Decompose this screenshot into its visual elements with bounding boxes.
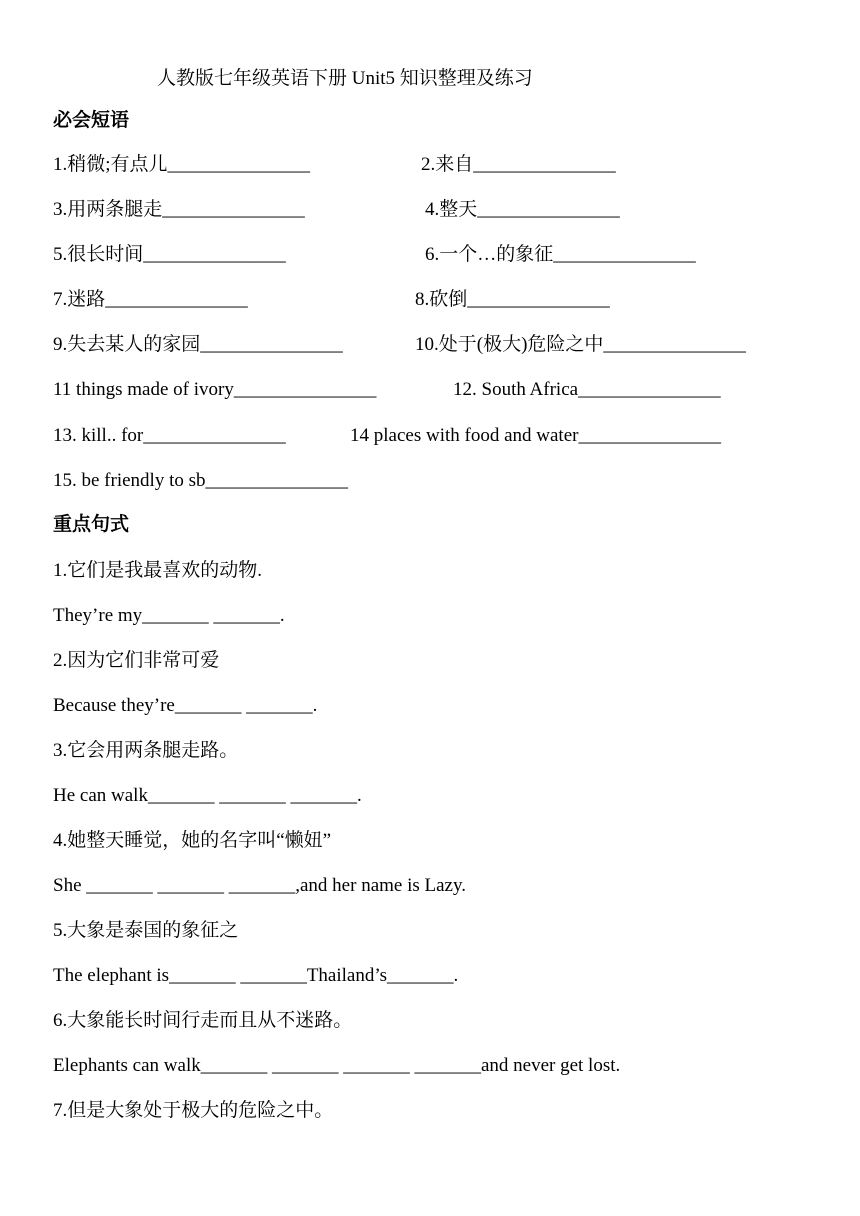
phrase-item: 7.迷路_______________ (53, 289, 248, 310)
sentence-line: She _______ _______ _______,and her name is Lazy. (53, 875, 466, 896)
phrase-item: 1.稍微;有点儿_______________ (53, 154, 311, 175)
section-heading-sentences: 重点句式 (53, 514, 130, 535)
sentence-line: Because they’re_______ _______. (53, 695, 318, 716)
phrase-item: 2.来自_______________ (421, 154, 616, 175)
sentence-line: 2.因为它们非常可爱 (53, 650, 220, 671)
phrase-item: 9.失去某人的家园_______________ (53, 334, 343, 355)
phrase-item: 10.处于(极大)危险之中_______________ (415, 334, 746, 355)
phrase-item: 5.很长时间_______________ (53, 244, 286, 265)
sentence-line: 7.但是大象处于极大的危险之中。 (53, 1100, 334, 1121)
phrase-item: 14 places with food and water_______________ (350, 425, 721, 446)
phrase-item: 8.砍倒_______________ (415, 289, 610, 310)
phrase-item: 4.整天_______________ (425, 199, 620, 220)
phrase-item: 13. kill.. for_______________ (53, 425, 286, 446)
phrase-item: 3.用两条腿走_______________ (53, 199, 305, 220)
sentence-line: 6.大象能长时间行走而且从不迷路。 (53, 1010, 353, 1031)
sentence-line: He can walk_______ _______ _______. (53, 785, 362, 806)
sentence-line: 4.她整天睡觉，她的名字叫“懒妞” (53, 830, 332, 851)
phrase-item: 11 things made of ivory_______________ (53, 379, 377, 400)
page-title: 人教版七年级英语下册 Unit5 知识整理及练习 (157, 68, 533, 89)
section-heading-phrases: 必会短语 (53, 110, 130, 131)
sentence-line: Elephants can walk_______ _______ _______ _______and never get lost. (53, 1055, 621, 1076)
sentence-line: They’re my_______ _______. (53, 605, 285, 626)
phrase-item: 15. be friendly to sb_______________ (53, 470, 349, 491)
phrase-item: 6.一个…的象征_______________ (425, 244, 696, 265)
sentence-line: The elephant is_______ _______Thailand’s_______. (53, 965, 459, 986)
sentence-line: 3.它会用两条腿走路。 (53, 740, 239, 761)
sentence-line: 1.它们是我最喜欢的动物. (53, 560, 263, 581)
sentence-line: 5.大象是泰国的象征之 (53, 920, 239, 941)
phrase-item: 12. South Africa_______________ (453, 379, 721, 400)
